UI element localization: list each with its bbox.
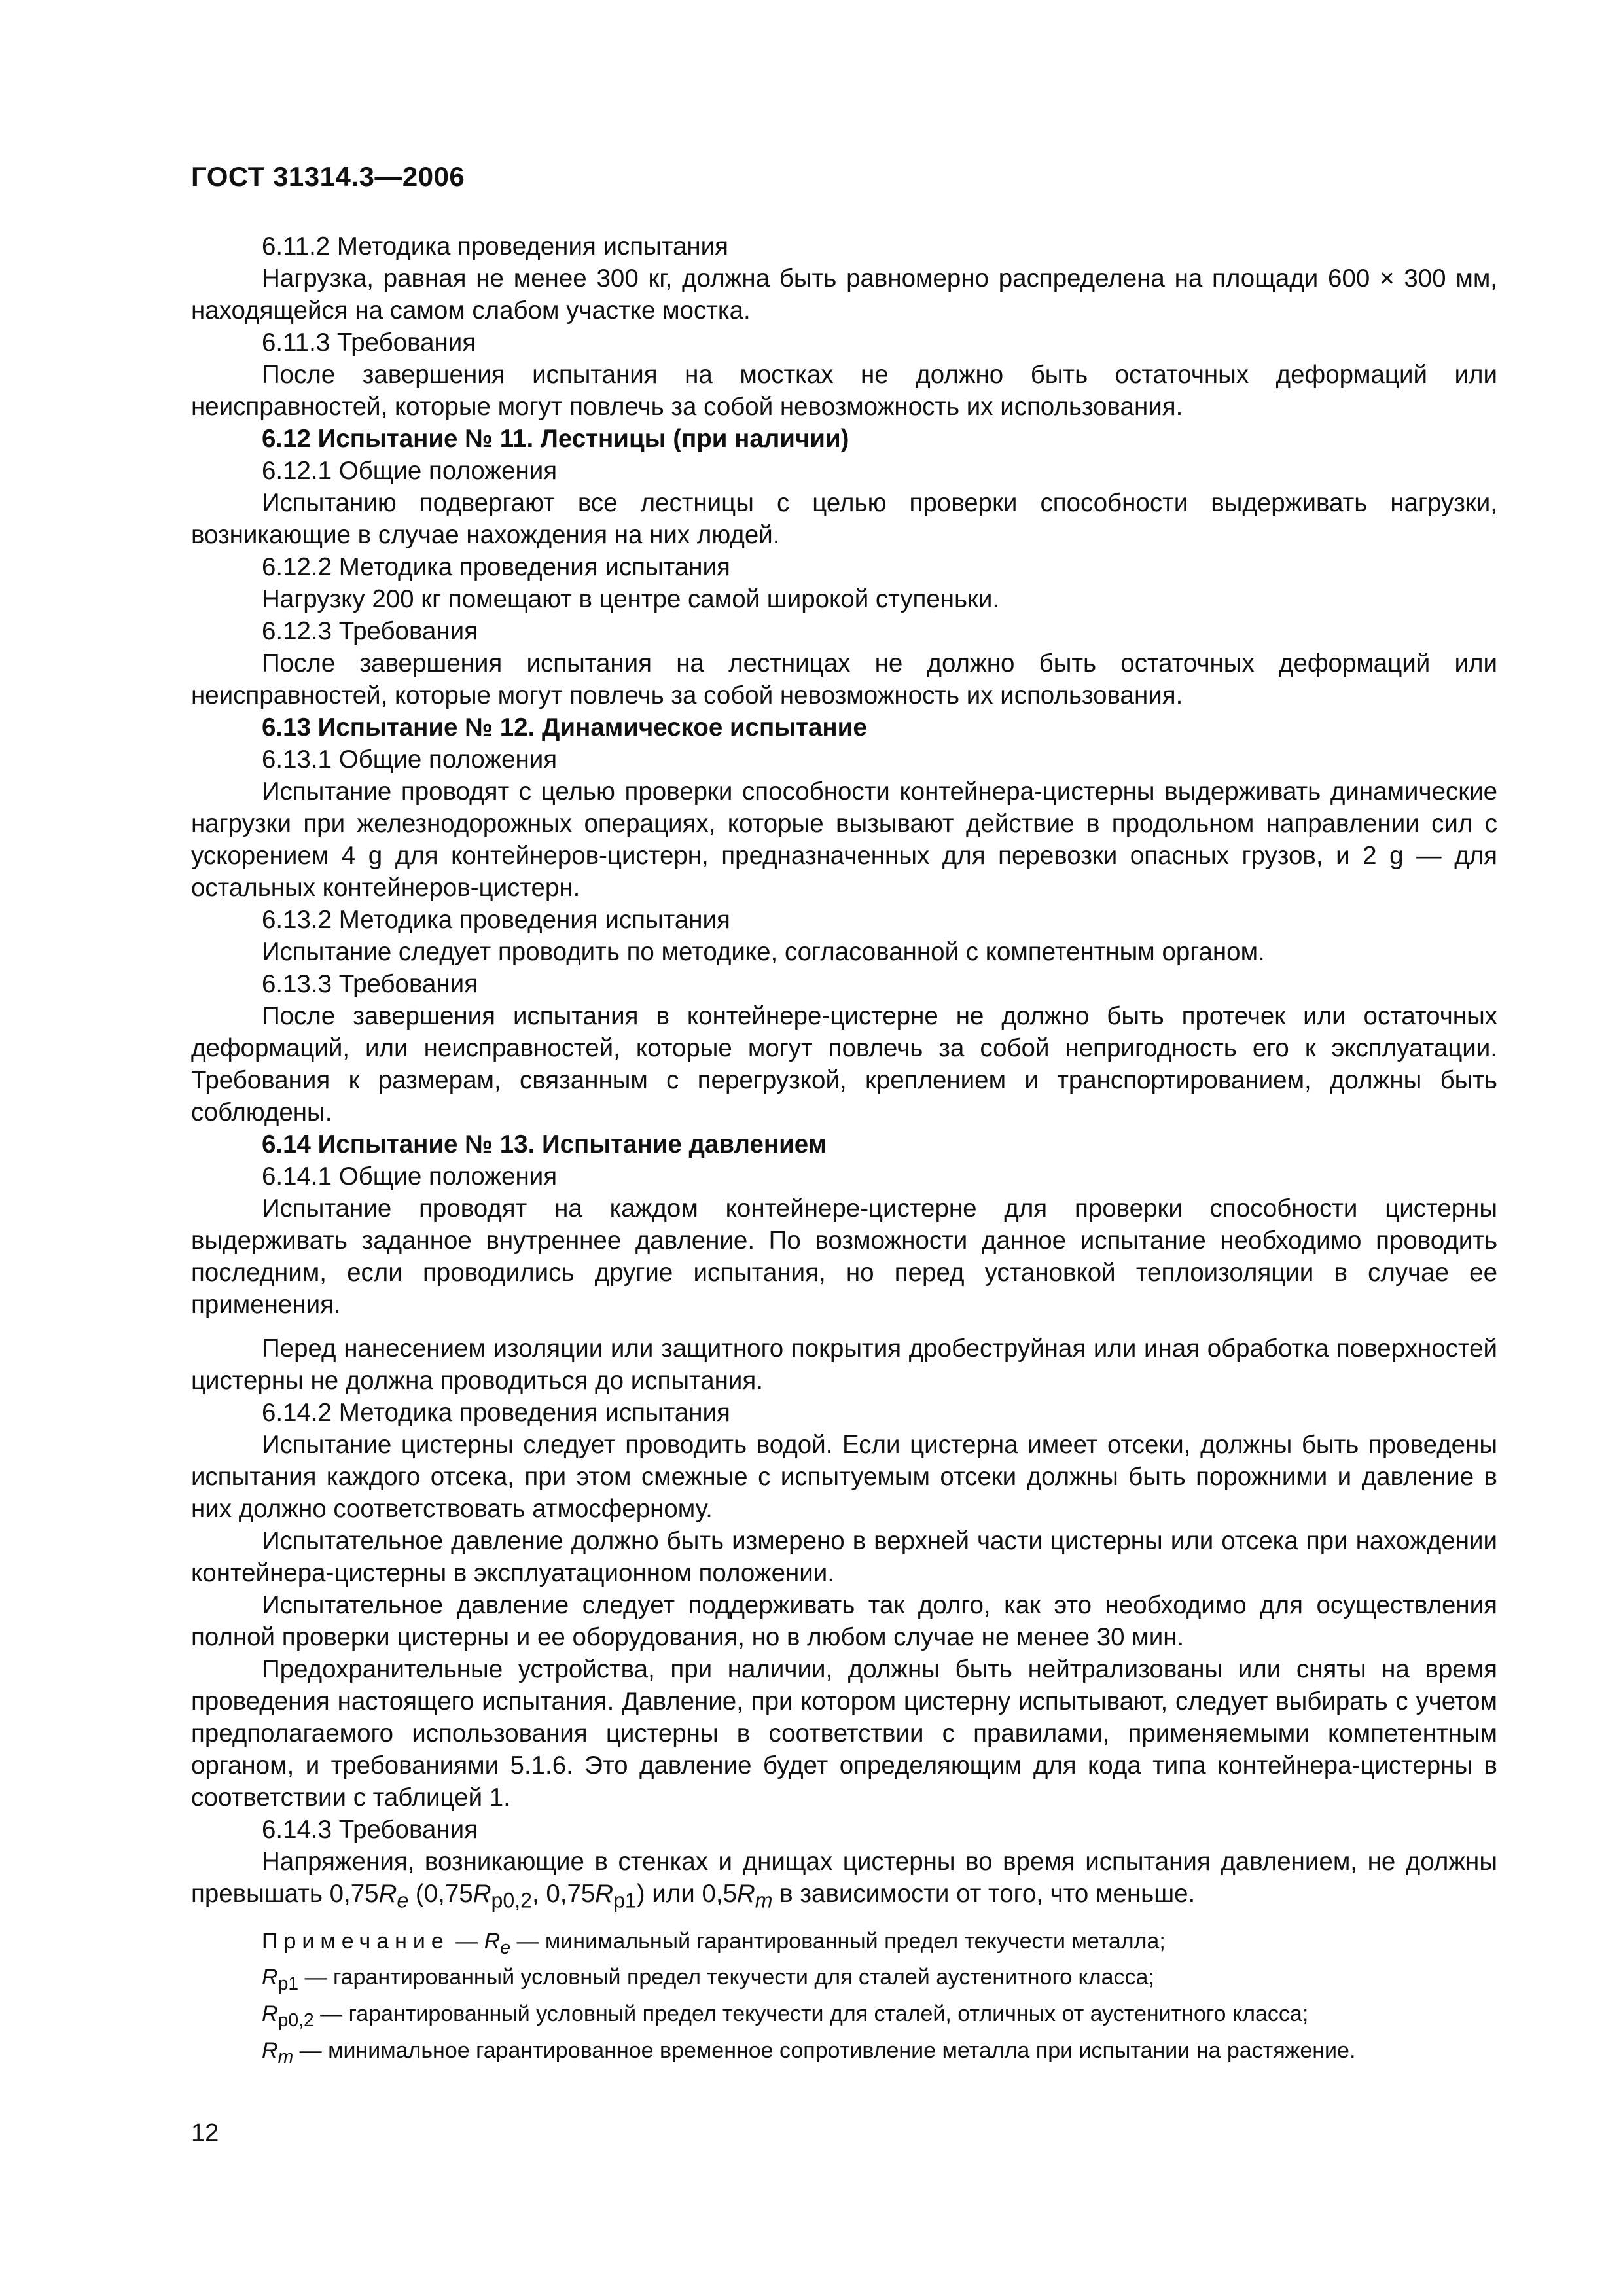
text-run: ) или 0,5 xyxy=(636,1880,737,1908)
subscript: e xyxy=(397,1888,409,1912)
subscript: p1 xyxy=(277,1973,299,1995)
text-run: — минимальный гарантированный предел текучести металла; xyxy=(510,1928,1166,1954)
body-paragraph: После завершения испытания на мостках не должно быть остаточных деформаций или неисправностей, которые могут повлечь за собой невозможность их использования. xyxy=(191,361,1497,421)
note-line xyxy=(191,2036,1497,2072)
body-paragraph: После завершения испытания на лестницах не должно быть остаточных деформаций или неисправностей, которые могут повлечь за собой невозможность их использования. xyxy=(191,649,1497,709)
text-run: в зависимости от того, что меньше. xyxy=(772,1880,1196,1908)
text-run: — гарантированный условный предел текучести для сталей аустенитного класса; xyxy=(298,1965,1154,1990)
page-number: 12 xyxy=(191,2119,219,2147)
body-paragraph: Испытание проводят на каждом контейнере-цистерне для проверки способности цистерны выдерживать заданное внутреннее давление. По возможности данное испытание необходимо проводить последним, если проводились другие испытания, но перед установкой теплоизоляции в случае ее применения. xyxy=(191,1194,1497,1319)
subsection-heading: 6.12.2 Методика проведения испытания xyxy=(262,553,730,581)
subsection-heading: 6.13.2 Методика проведения испытания xyxy=(262,906,730,934)
symbol-r: R xyxy=(262,2038,278,2064)
symbol-r: R xyxy=(736,1880,755,1908)
subscript: p1 xyxy=(613,1888,637,1912)
body-paragraph: Предохранительные устройства, при наличии, должны быть нейтрализованы или сняты на время проведения настоящего испытания. Давление, при котором цистерну испытывают, следует выбирать с учетом предполагаемого использования цистерны в соответствии с правилами, применяемыми компетентным органом, и требованиями 5.1.6. Это давление будет определяющим для кода типа контейнера-цистерны в соответствии с таблицей 1. xyxy=(191,1655,1497,1812)
body-paragraph: Испытательное давление следует поддерживать так долго, как это необходимо для осуществления полной проверки цистерны и ее оборудования, но в любом случае не менее 30 мин. xyxy=(191,1591,1497,1651)
text-run: — минимальное гарантированное временное сопротивление металла при испытании на растяжение. xyxy=(293,2038,1356,2064)
note-label: Примечание xyxy=(262,1928,450,1954)
subscript: m xyxy=(755,1888,773,1912)
symbol-r: R xyxy=(595,1880,614,1908)
note-line xyxy=(191,1999,1497,2036)
note-line xyxy=(191,1962,1497,1999)
body-paragraph: После завершения испытания в контейнере-цистерне не должно быть протечек или остаточных деформаций, или неисправностей, которые могут повлечь за собой непригодность его к эксплуатации. Требования к размерам, связанным с перегрузкой, креплением и транспортированием, должны быть соблюдены. xyxy=(191,1002,1497,1126)
body-paragraph: Нагрузку 200 кг помещают в центре самой широкой ступеньки. xyxy=(262,585,1000,613)
body-paragraph: Испытание проводят с целью проверки способности контейнера-цистерны выдерживать динамические нагрузки при железнодорожных операциях, которые вызывают действие в продольном направлении сил с ускорением 4 g для контейнеров-цистерн, предназначенных для перевозки опасных грузов, и 2 g — для остальных контейнеров-цистерн. xyxy=(191,778,1497,902)
text-run: (0,75 xyxy=(408,1880,473,1908)
note-block xyxy=(191,1926,1497,2072)
subsection-heading: 6.11.2 Методика проведения испытания xyxy=(262,232,729,260)
stress-requirement-paragraph xyxy=(191,1846,1497,1917)
subsection-heading: 6.14.2 Методика проведения испытания xyxy=(262,1399,730,1427)
body-paragraph: Перед нанесением изоляции или защитного покрытия дробеструйная или иная обработка поверхностей цистерны не должна проводиться до испытания. xyxy=(191,1335,1497,1395)
symbol-r: R xyxy=(473,1880,491,1908)
subscript: e xyxy=(500,1937,511,1958)
note-line xyxy=(191,1926,1497,1963)
section-heading: 6.14 Испытание № 13. Испытание давлением xyxy=(262,1130,827,1158)
body-paragraph: Испытание цистерны следует проводить водой. Если цистерна имеет отсеки, должны быть проведены испытания каждого отсека, при этом смежные с испытуемым отсеки должны быть порожними и давление в них должно соответствовать атмосферному. xyxy=(191,1431,1497,1523)
body-paragraph: Нагрузка, равная не менее 300 кг, должна быть равномерно распределена на площади 600 × 300 мм, находящейся на самом слабом участке мостка. xyxy=(191,264,1497,325)
subsection-heading: 6.14.3 Требования xyxy=(262,1816,478,1844)
section-heading: 6.13 Испытание № 12. Динамическое испытание xyxy=(262,713,867,742)
subsection-heading: 6.12.3 Требования xyxy=(262,617,478,645)
text-run: Напряжения, возникающие в стенках и днищах цистерны во время испытания давлением, не должны превышать 0,75 xyxy=(191,1848,1497,1908)
subscript: p0,2 xyxy=(491,1888,532,1912)
standard-header: ГОСТ 31314.3—2006 xyxy=(191,161,465,192)
document-body xyxy=(191,230,1497,2072)
body-paragraph: Испытание следует проводить по методике, согласованной с компетентным органом. xyxy=(262,938,1265,966)
body-paragraph: Испытанию подвергают все лестницы с целью проверки способности выдерживать нагрузки, возникающие в случае нахождения на них людей. xyxy=(191,489,1497,549)
symbol-r: R xyxy=(378,1880,397,1908)
subsection-heading: 6.12.1 Общие положения xyxy=(262,457,558,485)
symbol-r: R xyxy=(484,1928,501,1954)
subsection-heading: 6.11.3 Требования xyxy=(262,329,476,357)
body-paragraph: Испытательное давление должно быть измерено в верхней части цистерны или отсека при нахождении контейнера-цистерны в эксплуатационном положении. xyxy=(191,1527,1497,1587)
text-run: , 0,75 xyxy=(531,1880,596,1908)
text-run: — xyxy=(449,1928,484,1954)
subsection-heading: 6.13.1 Общие положения xyxy=(262,745,558,774)
section-heading: 6.12 Испытание № 11. Лестницы (при наличии) xyxy=(262,425,849,453)
symbol-r: R xyxy=(262,1965,278,1990)
subsection-heading: 6.14.1 Общие положения xyxy=(262,1162,558,1191)
symbol-r: R xyxy=(262,2001,278,2027)
text-run: — гарантированный условный предел текучести для сталей, отличных от аустенитного класса; xyxy=(313,2001,1309,2027)
subsection-heading: 6.13.3 Требования xyxy=(262,970,478,998)
subscript: m xyxy=(277,2046,294,2068)
subscript: p0,2 xyxy=(277,2010,314,2032)
